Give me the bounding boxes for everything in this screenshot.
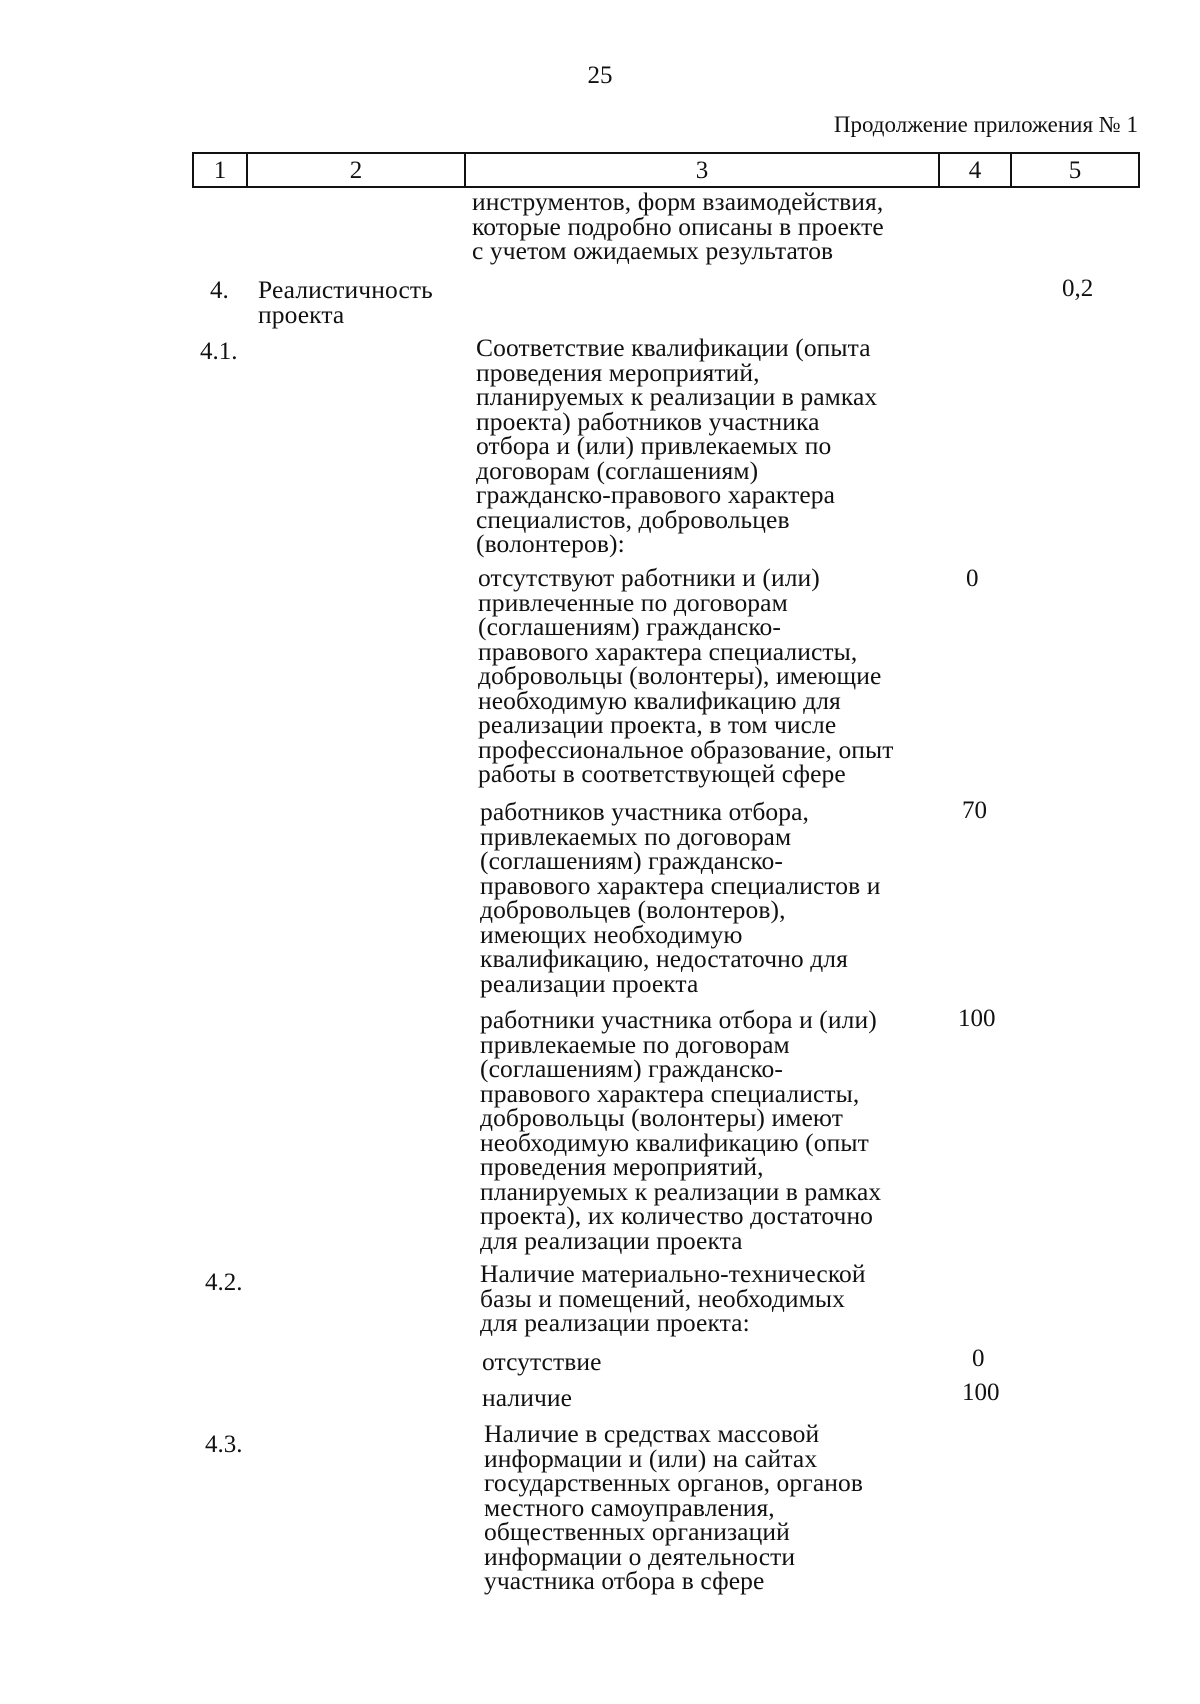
row-4-3-number: 4.3. — [205, 1431, 243, 1458]
row-4-2-option-2-text: наличие — [482, 1383, 573, 1412]
row-4-1-option-2-score: 70 — [962, 797, 987, 824]
header-col-4: 4 — [940, 154, 1012, 186]
row-4-2-option-2-score: 100 — [962, 1379, 1000, 1406]
row-4-3-criterion-text: Наличие в средствах массовой информации и (или) на сайтах государственных органов, органов местного самоуправления, общественных организаций информации о деятельности участника отбора в сфере — [484, 1419, 863, 1595]
row-4-1-number: 4.1. — [200, 338, 238, 365]
header-col-2: 2 — [248, 154, 466, 186]
row-4-2-option-1-score: 0 — [972, 1345, 985, 1372]
header-col-1: 1 — [194, 154, 248, 186]
row-4-2-criterion-text: Наличие материально-технической базы и помещений, необходимых для реализации проекта: — [480, 1259, 866, 1337]
header-col-3: 3 — [466, 154, 940, 186]
row-4-2-number: 4.2. — [205, 1269, 243, 1296]
row-4-1-option-1-score: 0 — [966, 565, 979, 592]
row-4-1-option-3-score: 100 — [958, 1005, 996, 1032]
row-4-number: 4. — [210, 277, 229, 304]
row-4-1-option-1-text: отсутствуют работники и (или) привлеченные по договорам (соглашениям) гражданско- правового характера специалисты, добровольцы (волонтеры), имеющие необходимую квалификацию для реализации проекта, в том числе профессиональное образование, опыт работы в соответствующей сфере — [478, 563, 894, 788]
row-4-1-option-3-text: работники участника отбора и (или) привлекаемые по договорам (соглашениям) гражданско- правового характера специалисты, добровольцы (волонтеры) имеют необходимую квалификацию (опыт проведения мероприятий, планируемых к реализации в рамках проекта), их количество достаточно для реализации проекта — [480, 1005, 882, 1255]
row-4-1-criterion-text: Соответствие квалификации (опыта проведения мероприятий, планируемых к реализации в рамках проекта) работников участника отбора и (или) привлекаемых по договорам (соглашениям) гражданско-правового характера специалистов, добровольцев (волонтеров): — [476, 333, 878, 558]
continuation-label: Продолжение приложения № 1 — [833, 112, 1138, 137]
row-4-1-option-2-text: работников участника отбора, привлекаемых по договорам (соглашениям) гражданско- правового характера специалистов и добровольцев (волонтеров), имеющих необходимую квалификацию, недостаточно для реализации проекта — [480, 797, 881, 998]
page-number: 25 — [587, 62, 613, 89]
row-4-2-option-1-text: отсутствие — [482, 1347, 602, 1376]
row-4-weight: 0,2 — [1062, 275, 1094, 302]
table-header-row — [192, 152, 1140, 188]
continued-criterion-text: инструментов, форм взаимодействия, которые подробно описаны в проекте с учетом ожидаемых результатов — [472, 187, 884, 265]
header-col-5: 5 — [1068, 156, 1082, 184]
row-4-criterion-name: Реалистичность проекта — [258, 275, 433, 329]
